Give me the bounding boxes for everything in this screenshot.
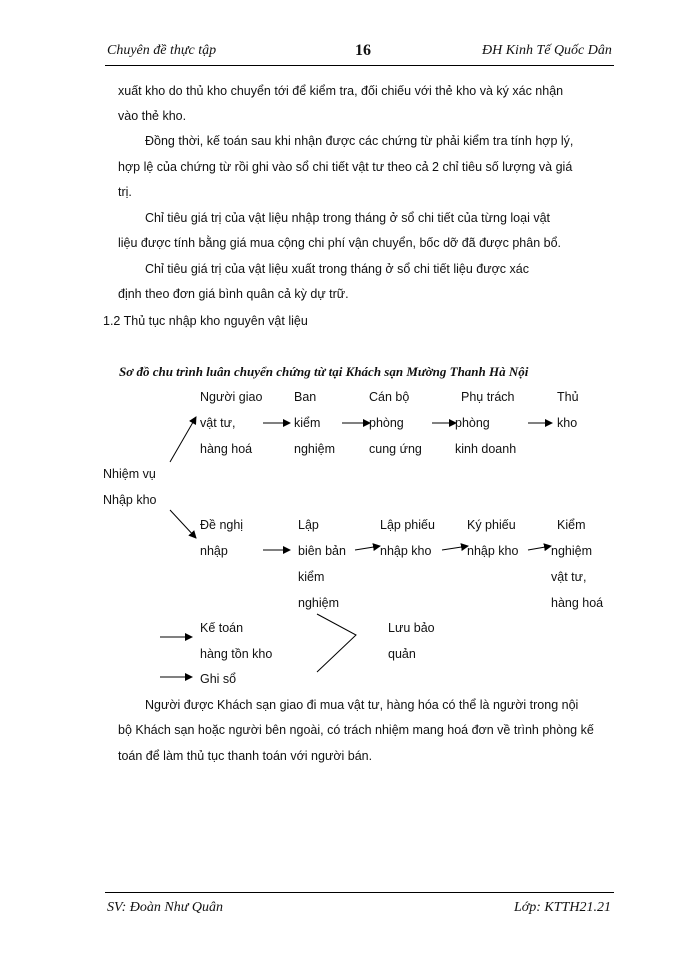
diagram-title: Sơ đồ chu trình luân chuyển chứng từ tại Khách sạn Mường Thanh Hà Nội (119, 364, 529, 379)
p5-line2: bộ Khách sạn hoặc người bên ngoài, có trách nhiệm mang hoá đơn về trình phòng kế (118, 723, 594, 737)
footer-rule (105, 892, 614, 893)
node-ban-kiem-nghiem: Ban kiểm nghiệm (294, 390, 335, 456)
node-ghi-so: Ghi sổ (200, 672, 237, 686)
p3-line1: Chỉ tiêu giá trị của vật liệu nhập trong tháng ở sổ chi tiết của từng loại vật (145, 211, 550, 225)
branch-arrow-up (170, 417, 196, 462)
p5-line3: toán để làm thủ tục thanh toán với người bán. (118, 749, 373, 763)
p3-line2: liệu được tính bằng giá mua cộng chi phí vận chuyển, bốc dỡ đã được phân bổ. (118, 236, 561, 250)
node-luu-bao-quan: Lưu bảo quản (388, 621, 435, 661)
row2-arrow-3 (442, 546, 468, 550)
header-right: ĐH Kinh Tế Quốc Dân (482, 43, 612, 58)
node-ky-phieu: Ký phiếu nhập kho (467, 518, 519, 558)
node-lap-phieu: Lập phiếu nhập kho (380, 518, 435, 558)
node-thu-kho: Thủ kho (557, 390, 579, 430)
node-lap-bien-ban: Lập biên bản kiểm nghiệm (298, 518, 346, 610)
node-can-bo: Cán bộ phòng cung ứng (369, 390, 422, 456)
row2-arrow-2 (355, 546, 380, 550)
node-phu-trach: Phụ trách phòng kinh doanh (455, 390, 517, 456)
row2-arrow-4 (528, 546, 551, 550)
node-start: Nhiệm vụ Nhập kho (103, 467, 157, 507)
p2-line1: Đồng thời, kế toán sau khi nhận được các chứng từ phải kiểm tra tính hợp lý, (145, 134, 574, 148)
section-heading: 1.2 Thủ tục nhập kho nguyên vật liệu (103, 314, 308, 328)
p4-line1: Chỉ tiêu giá trị của vật liệu xuất trong tháng ở sổ chi tiết liệu được xác (145, 262, 529, 276)
p5-line1: Người được Khách sạn giao đi mua vật tư, hàng hóa có thể là người trong nội (145, 698, 579, 712)
chevron-connector (317, 614, 356, 672)
footer-right: Lớp: KTTH21.21 (514, 900, 611, 915)
p4-line2: định theo đơn giá bình quân cả kỳ dự trữ. (118, 287, 349, 301)
header-left: Chuyên đề thực tập (107, 43, 217, 58)
node-ke-toan: Kế toán hàng tồn kho (200, 621, 273, 661)
footer-left: SV: Đoàn Như Quân (107, 900, 223, 915)
branch-arrow-down (170, 510, 196, 538)
node-de-nghi: Đề nghị nhập (200, 518, 244, 558)
page-number: 16 (355, 42, 371, 59)
node-kiem-nghiem: Kiểm nghiệm vật tư, hàng hoá (551, 518, 604, 610)
node-nguoi-giao: Người giao vật tư, hàng hoá (200, 390, 263, 456)
p1-line1: xuất kho do thủ kho chuyển tới để kiểm tra, đối chiếu với thẻ kho và ký xác nhận (118, 84, 564, 98)
p2-line3: trị. (118, 185, 132, 199)
p1-line2: vào thẻ kho. (118, 109, 187, 123)
p2-line2: hợp lệ của chứng từ rồi ghi vào sổ chi tiết vật tư theo cả 2 chỉ tiêu số lượng và giá (118, 160, 573, 174)
